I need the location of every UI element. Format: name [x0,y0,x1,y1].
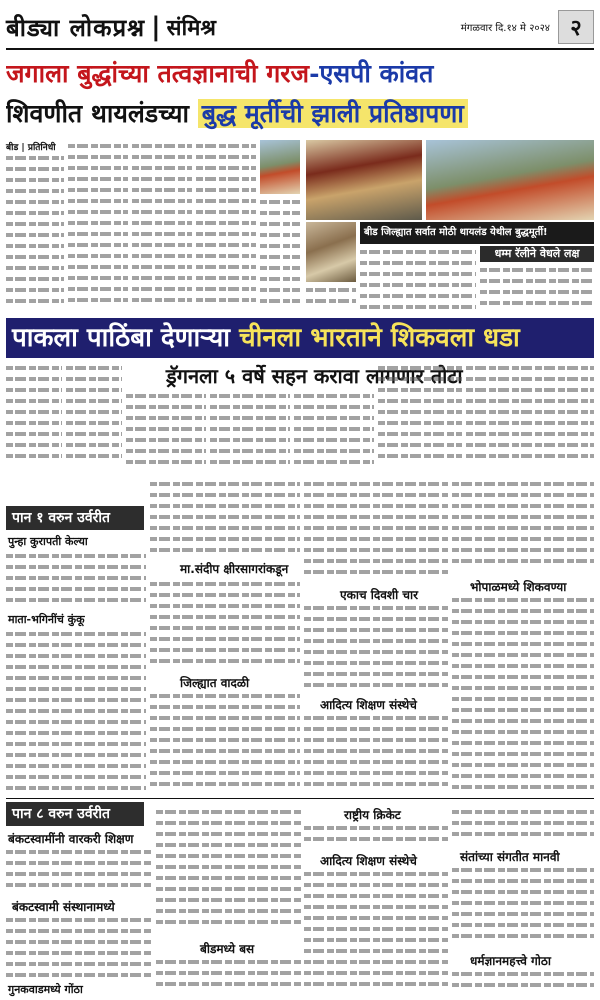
continued-text-8 [304,712,448,798]
lower-text-7 [452,806,594,846]
subhead-vadali: जिल्ह्यात वादळी [180,676,250,690]
second-headline [6,318,594,358]
lead-headline2-blue: बुद्ध मूर्तीची झाली प्रतिष्ठापणा [198,99,468,128]
photo-caption-text [306,284,356,312]
rally-box-title: धम्म रॅलीने वेधले लक्ष [480,246,594,262]
rally-box-text [480,264,594,312]
continued-text-3 [150,478,300,558]
subhead-gunakwad: गुनकवाडमध्ये गोंठा [8,983,83,996]
subhead-kurapati: पुन्हा कुरापती केल्या [8,535,88,548]
china-column-1 [6,362,62,470]
continued-text-9 [452,478,594,574]
story-column-4 [196,140,256,312]
lead-headline-red: जगाला बुद्धांच्या तत्वज्ञानाची गरज [6,59,310,88]
china-column-5 [294,390,374,470]
continued-text-6 [304,478,448,584]
masthead-divider: | [151,12,161,42]
newspaper-name: बीड्या लोकप्रश्न [6,12,146,42]
china-column-4 [210,390,290,470]
lower-text-6 [304,868,448,996]
subhead-sandeep: मा.संदीप क्षीरसागरांकडून [180,562,289,576]
officials-photo [306,222,356,282]
second-subheadline: ड्रॅगनला ५ वर्षे सहन करावा लागणार तोटा [166,364,463,388]
second-headline-part1: पाकला पाठिंबा देणाऱ्या [12,323,231,353]
issue-date: मंगळवार दि.१४ मे २०२४ [460,23,550,34]
continued-from-page-8: पान ८ वरुन उर्वरीत [6,802,144,826]
continued-text-4 [150,578,300,670]
section-name: संमिश्र [166,16,216,41]
subhead-mata-bhagini: माता-भगिनींचं कुंकू [8,613,85,626]
subhead-santanchya: संतांच्या संगतीत मानवी [460,850,560,864]
subhead-bhopal: भोपाळमध्ये शिकवण्या [470,580,567,594]
story-byline: बीड | प्रतिनिधी [6,143,56,153]
second-headline-part2: चीनला भारताने शिकवला धडा [239,323,520,353]
buddha-statue-photo [426,140,594,220]
lower-text-5 [304,822,448,850]
subhead-bankat-sansthan: बंकटस्वामी संस्थानामध्ये [12,900,115,914]
subhead-cricket: राष्ट्रीय क्रिकेट [344,808,401,822]
subhead-aditya-2: आदित्य शिक्षण संस्थेचे [320,854,417,868]
story-column-3 [132,140,192,312]
story-column-1 [6,152,64,312]
subhead-dharmadnyan: धर्मज्ञानमहत्त्वे गोठा [470,954,551,968]
continued-text-2 [6,628,146,798]
lead-headline-line2 [6,94,594,134]
china-column-3 [126,390,206,470]
caption-body-text [360,246,476,312]
section-divider [6,798,594,799]
subhead-beed-bus: बीडमध्ये बस [200,942,255,956]
lead-headline-line1 [6,54,594,94]
lower-text-2 [6,914,152,980]
china-column-7 [466,362,594,470]
subhead-aditya: आदित्य शिक्षण संस्थेचे [320,698,417,712]
lower-text-1 [6,846,152,896]
continued-from-page-1: पान १ वरुन उर्वरीत [6,506,144,530]
continued-text-1 [6,550,146,610]
masthead [6,6,594,50]
lower-text-3 [156,806,302,936]
story-column-2 [68,140,128,312]
lower-text-4 [156,956,302,996]
buddha-statue-photo-small [260,140,300,194]
lower-text-9 [452,968,594,996]
continued-text-7 [304,602,448,694]
story-column-5 [260,196,300,312]
lead-headline-blue: -एसपी कांवत [309,59,434,88]
china-column-2 [66,362,122,470]
page-number: २ [558,10,594,44]
continued-text-5 [150,690,300,798]
subhead-bankat-warkari: बंकटस्वामींनी वारकरी शिक्षण [8,832,134,846]
lead-headline2-black: शिवणीत थायलंडच्या [6,99,190,128]
subhead-ekach-divashi: एकाच दिवशी चार [340,588,418,602]
continued-text-10 [452,594,594,798]
china-column-6 [378,362,462,470]
lower-text-8 [452,864,594,950]
buddha-photo-caption: बीड जिल्ह्यात सर्वात मोठी थायलंड येथील बुद्धमूर्ती! [360,222,594,244]
monks-group-photo [306,140,422,220]
